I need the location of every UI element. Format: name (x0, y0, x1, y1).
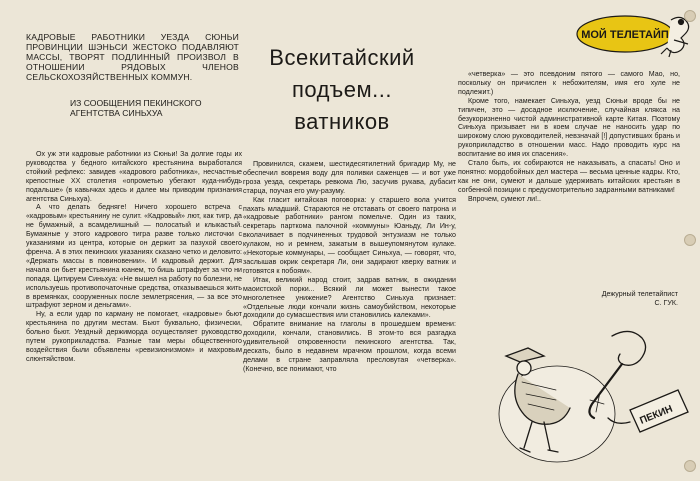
paragraph: «четверка» — это псевдоним пятого — самого Мао, но, поскольку он причислен к небожителям, имя его хуле не подлежит.) (458, 70, 680, 96)
lead-quote: КАДРОВЫЕ РАБОТНИКИ УЕЗДА СЮНЬИ ПРОВИНЦИИ ШЭНЬСИ ЖЕСТОКО ПОДАВЛЯЮТ МАССЫ, ТВОРЯТ ПОДЛИННЫЙ ПРОИЗВОЛ В ОТНОШЕНИИ РЯДОВЫХ ЧЛЕНОВ СЕЛЬСКОХОЗЯЙСТВЕННЫХ КОММУН. (26, 32, 239, 82)
binding-hole (684, 460, 696, 472)
paragraph: Итак, великий народ стоит, задрав ватник, в ожидании маоистской порки... Всякий ли может вынести такое многолетнее унижение? Агентство Синьхуа признает: «Отдельные люди кончали жизнь самоубийством, некоторые доходили до сумасшествия или становились калеками». (243, 275, 456, 320)
signature (520, 290, 678, 308)
binding-hole (684, 234, 696, 246)
signature-name: С. ГУК. (654, 299, 678, 307)
paragraph: А что делать беднягe! Ничего хорошего встреча с «кадровым» крестьянину не сулит. «Кадровый» лют, как тигр, да не бумажный, а всамделишный — полосатый и клыкастый. Бумажные у этого кадрового тигра разве только листочки с указаниями из центра, которые он держит за пазухой своего френча. А в этих пекинских указаниях сказано четко и деловито: «Держать массы в повиновении». И кадровый держит. Для начала он бьет крестьянина юанем, то бишь штрафует за что ни попадя. Цитируем Синьхуа: «Не вышел на работу по болезни, не используешь противопочаточные средства, отказываешься жить в времянках, сооруженных после землетрясения, — за все это штрафуют зерном и деньгами». (26, 203, 242, 310)
paragraph: Впрочем, сумеют ли!.. (468, 194, 542, 203)
paragraph: Стало быть, их собираются не наказывать, а спасать! Оно и понятно: мордобойных дел мастера — весьма ценные кадры. Кто, как не они, сумеют и дальше удерживать китайских крестьян в согбенной позиции с предусмотрительно задранными ватниками! (458, 159, 680, 194)
lead-source: ИЗ СООБЩЕНИЯ ПЕКИНСКОГО АГЕНТСТВА СИНЬХУА (70, 98, 202, 118)
cartoon-illustration (462, 318, 692, 476)
rubric-badge (575, 10, 697, 58)
article-column-3 (458, 70, 680, 250)
paragraph: Как гласит китайская поговорка: у старшего вола учится пахать младший. Стараются не отставать от своего патрона и «кадровые работники» рангом помельче. Один из таких, секретарь парткома палочной «коммуны» Юаньду, Ли Ин-у, вколачивает в подчиненных трудовой энтузиазм не только кулаком, но и ремнем, зажатым в вышеупомянутом кулаке. «Некоторые коммунары, — сообщает Синьхуа, — говорят, что, заслышав окрик секретаря Ли, они задирают кверху ватник и готовятся к побоям». (243, 195, 456, 275)
signature-role: Дежурный телетайпист (601, 290, 678, 298)
binding-hole (684, 10, 696, 22)
rubric-badge-label: МОЙ ТЕЛЕТАЙП (581, 29, 669, 41)
paragraph: Ну, а если удар по карману не помогает, «кадровые» бьют крестьянина по другим местам. Бьют буквально, физически, больно бьют. Уездный держиморда осуществляет руководство путем рукоприкладства. Разные там меры общественного воздействия были объявлены «ревизионизмом» и махровым слюнтяйством. (26, 310, 242, 363)
sign-label: ПЕКИН (638, 403, 675, 427)
paragraph: Кроме того, намекает Синьхуа, уезд Сюньи вроде бы не типичен, это — досадное исключение, случайная клякса на безукоризненно чистой административной карте Китая. Поэтому Синьхуа призывает ни в коем случае не наносить удар по широкому слою руководителей, невзначай [!] допустивших брань и рукоприкладство в отношении масс. Надо проводить курс на воспитание во имя их спасения». (458, 96, 680, 159)
article-column-2 (243, 160, 456, 472)
article-title: Всекитайский подъем... ватников (269, 45, 415, 134)
arm-with-sign (608, 390, 688, 432)
paragraph: Провинился, скажем, шестидесятилетний бригадир Му, не обеспечил вовремя воду для поливки саженцев — и вот уже гроза уезда, секретарь ревкома Лю, засучив рукава, дубасит старца, поучая его уму-разуму. (243, 160, 456, 195)
article-column-1 (26, 150, 242, 472)
paragraph: Ох уж эти кадровые работники из Сюньи! За долгие годы их руководства у бедного китайского крестьянина выработался стойкий рефлекс: завидев «кадрового работника», несчастные крепостные XX столетия «опрометью убегают куда-нибудь подальше» (в кавычках здесь и далее мы приводим признания агентства Синьхуа). (26, 150, 242, 203)
paragraph: Обратите внимание на глаголы в прошедшем времени: доходили, кончали, становились. В этом-то вся разгадка удивительной откровенности пекинского агентства. Так, дескать, было в недавнем мрачном прошлом, когда всеми делами в стране заправляла пресловутая «четверка». (Конечно, все понимают, что (243, 320, 456, 373)
